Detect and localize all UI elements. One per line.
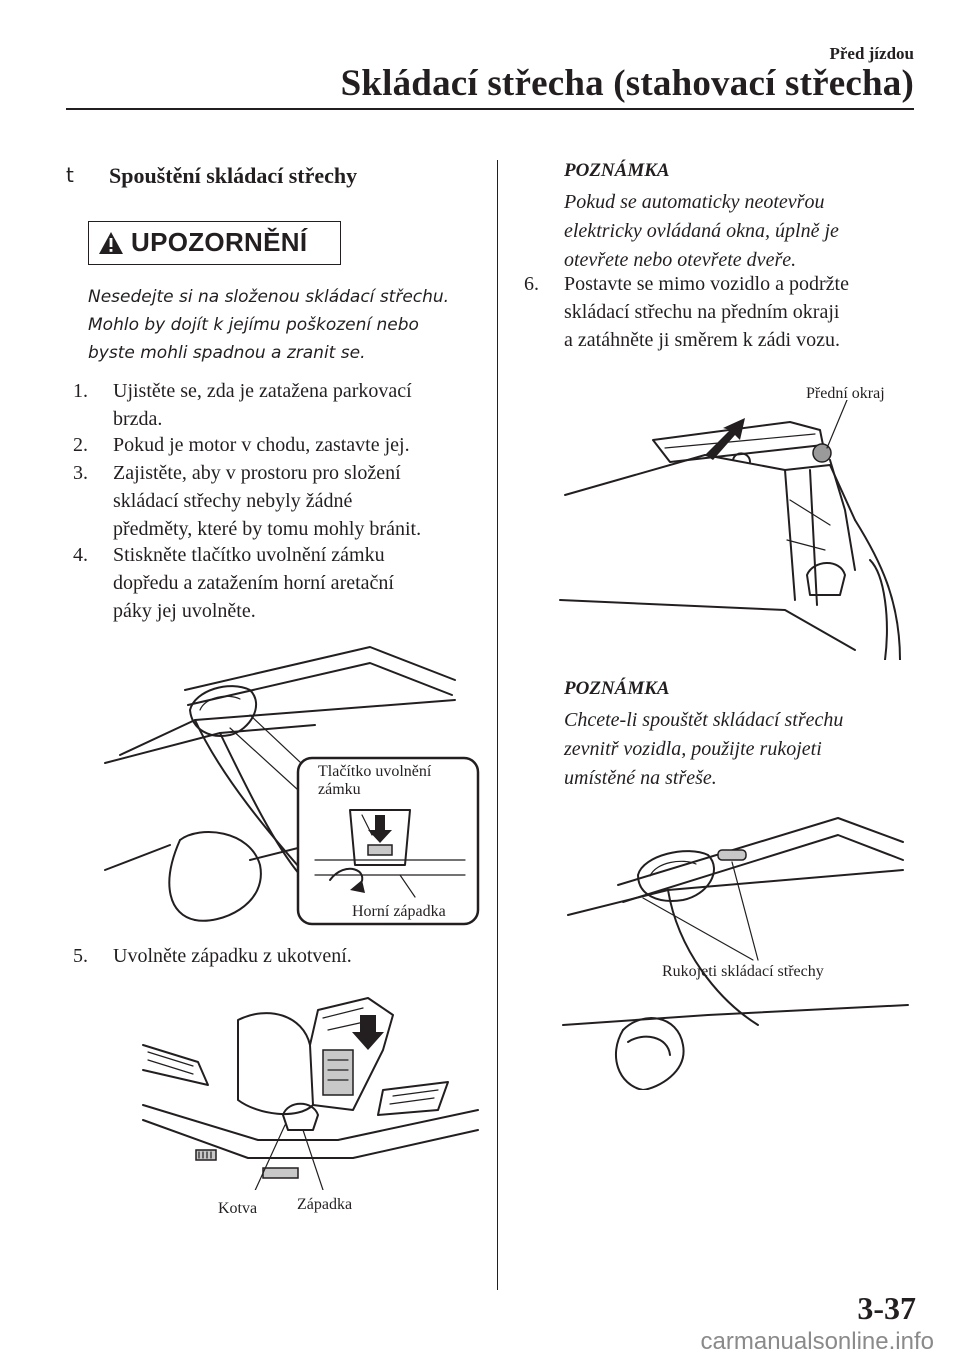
step-line: Zajistěte, aby v prostoru pro složení [113, 462, 401, 484]
step-text [113, 459, 421, 543]
page-title: Skládací střecha (stahovací střecha) [340, 63, 914, 104]
latch-anchor-illustration [138, 990, 483, 1190]
step-line: Ujistěte se, zda je zatažena parkovací [113, 380, 412, 402]
step-line: skládací střechy nebyly žádné [113, 490, 353, 512]
warning-line: Mohlo by dojít k jejímu poškození nebo [88, 315, 419, 335]
note-line: umístěné na střeše. [564, 767, 717, 789]
note-line: Pokud se automaticky neotevřou [564, 191, 825, 213]
step-text [113, 377, 412, 433]
column-divider [497, 160, 498, 1290]
note-title: POZNÁMKA [564, 160, 670, 181]
section-marker: t [66, 163, 74, 187]
step-number: 3. [73, 462, 88, 484]
warning-text [88, 283, 488, 367]
lock-release-illustration [100, 635, 485, 930]
step-number: 4. [73, 544, 88, 566]
step-line: skládací střechu na předním okraji [564, 301, 840, 323]
step-line: Uvolněte západku z ukotvení. [113, 945, 352, 967]
label-upper-latch: Horní západka [352, 903, 446, 920]
note-line: elektricky ovládaná okna, úplně je [564, 220, 839, 242]
header-rule [66, 108, 914, 110]
label-front-edge: Přední okraj [806, 385, 885, 402]
step-number: 6. [524, 273, 539, 295]
watermark: carmanualsonline.info [700, 1328, 934, 1355]
running-header-section: Před jízdou [829, 44, 914, 63]
note-title: POZNÁMKA [564, 678, 670, 699]
step-line: Stiskněte tlačítko uvolnění zámku [113, 544, 385, 566]
step-line: Pokud je motor v chodu, zastavte jej. [113, 434, 410, 456]
label-release-button-line-1: Tlačítko uvolnění [318, 763, 432, 780]
label-latch: Západka [297, 1196, 353, 1213]
step-number: 1. [73, 380, 88, 402]
warning-line: byste mohli spadnou a zranit se. [88, 343, 366, 363]
step-number: 2. [73, 434, 88, 456]
roof-handles-illustration [558, 810, 913, 1090]
label-roof-handles: Rukojeti skládací střechy [662, 963, 824, 980]
note-text [564, 188, 839, 275]
step-text [113, 431, 410, 459]
step-line: páky jej uvolněte. [113, 600, 256, 622]
warning-line: Nesedejte si na složenou skládací střechu. [88, 287, 450, 307]
step-line: předměty, které by tomu mohly bránit. [113, 518, 422, 540]
step-text [113, 541, 394, 625]
warning-box [88, 221, 341, 265]
section-heading: Spouštění skládací střechy [109, 163, 358, 188]
step-line: dopředu a zatažením horní aretační [113, 572, 394, 594]
label-release-button-line-2: zámku [318, 781, 361, 798]
step-text [113, 942, 352, 970]
note-line: otevřete nebo otevřete dveře. [564, 249, 797, 271]
step-text [564, 270, 849, 354]
label-anchor: Kotva [218, 1200, 258, 1217]
warning-label: UPOZORNĚNÍ [131, 227, 308, 257]
page-number: 3-37 [857, 1290, 916, 1326]
step-line: brzda. [113, 408, 163, 430]
warning-triangle-icon [97, 230, 125, 256]
step-line: Postavte se mimo vozidlo a podržte [564, 273, 849, 295]
step-line: a zatáhněte ji směrem k zádi vozu. [564, 329, 840, 351]
note-line: zevnitř vozidla, použijte rukojeti [564, 738, 822, 760]
car-front-edge-illustration [555, 400, 905, 660]
note-text [564, 706, 843, 793]
note-line: Chcete-li spouštět skládací střechu [564, 709, 844, 731]
step-number: 5. [73, 945, 88, 967]
